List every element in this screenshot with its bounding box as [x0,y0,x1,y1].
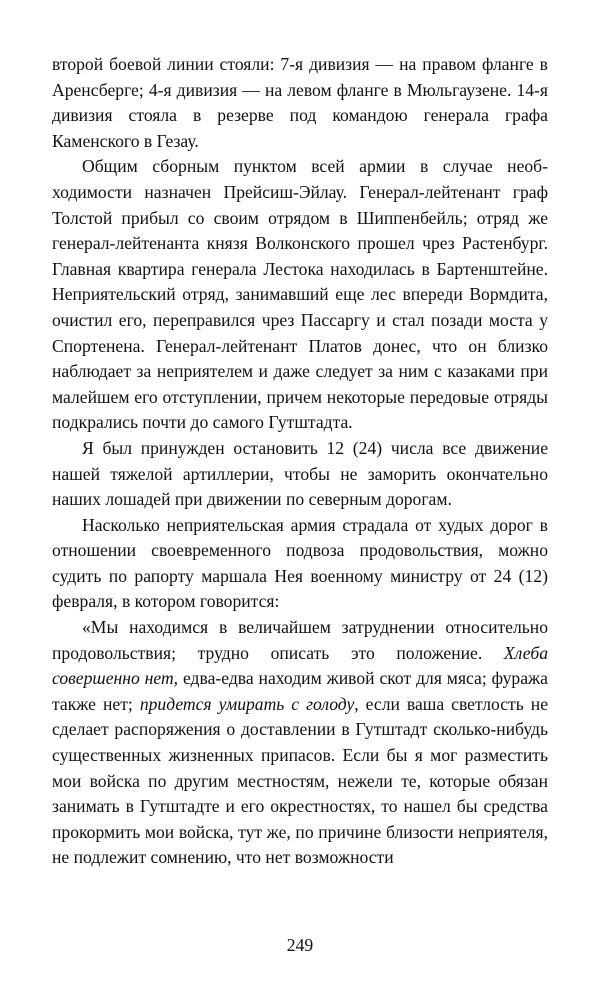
page-body [52,52,548,871]
paragraph-4: Насколько неприятельская армия страдала от худых дорог в отношении своевременного подвоза продовольствия, можно судить по рапорту маршала Нея военному министру от 24 (12) февраля, в котором говорится: [52,514,548,612]
quote-italic-1: Хлеба совершенно нет [52,642,548,689]
page-number: 249 [286,935,314,955]
quote-paragraph [52,615,548,871]
paragraph-1: второй боевой линии стояли: 7-я дивизия — на правом фланге в Аренсберге; 4-я дивизия — на левом фланге в Мюльгаузене. 14-я дивизия стояла в резерве под командою генерала графа Каменского в Гезау. [52,54,548,151]
quote-italic-2: придется умирать с голоду [139,693,355,714]
quote-text-2: , едва-едва находим живой скот для мяса; фуража также нет; [52,668,548,714]
quote-text-1: «Мы находимся в величайшем затруднении относительно продовольствия; трудно описать это положение. [52,617,548,663]
quote-text-3: , если ваша светлость не сделает распоряжения о доставлении в Гутштадт сколько-нибудь существенных жизненных припасов. Если бы я мог разместить мои войска по другим местностям, нежели те, которые обязан занимать в Гутштадте и его окрестностях, то нашел бы средства прокормить мои войска, тут же, по причине близости неприятеля, не подлежит сомнению, что нет возможности [52,693,548,868]
paragraph-2: Общим сборным пунктом всей армии в случае необходимости назначен Прейсиш-Эйлау. Генерал-лейтенант граф Толстой прибыл со своим отрядом в Шиппенбейль; отряд же генерал-лейтенанта князя Волконского прошел чрез Растенбург. Главная квартира генерала Лестока находилась в Бартенштейне. Неприятельский отряд, занимавший еще лес впереди Вормдита, очистил его, переправился чрез Пассаргу и стал позади моста у Спортенена. Генерал-лейтенант Платов донес, что он близко наблюдает за неприятелем и даже следует за ним с казаками при малейшем его отступлении, причем некоторые передовые отряды подкрались почти до самого Гутштадта. [52,156,548,433]
paragraph-3: Я был принужден остановить 12 (24) числа все движение нашей тяжелой артиллерии, чтобы не заморить окончательно наших лошадей при движении по северным дорогам. [52,437,548,510]
